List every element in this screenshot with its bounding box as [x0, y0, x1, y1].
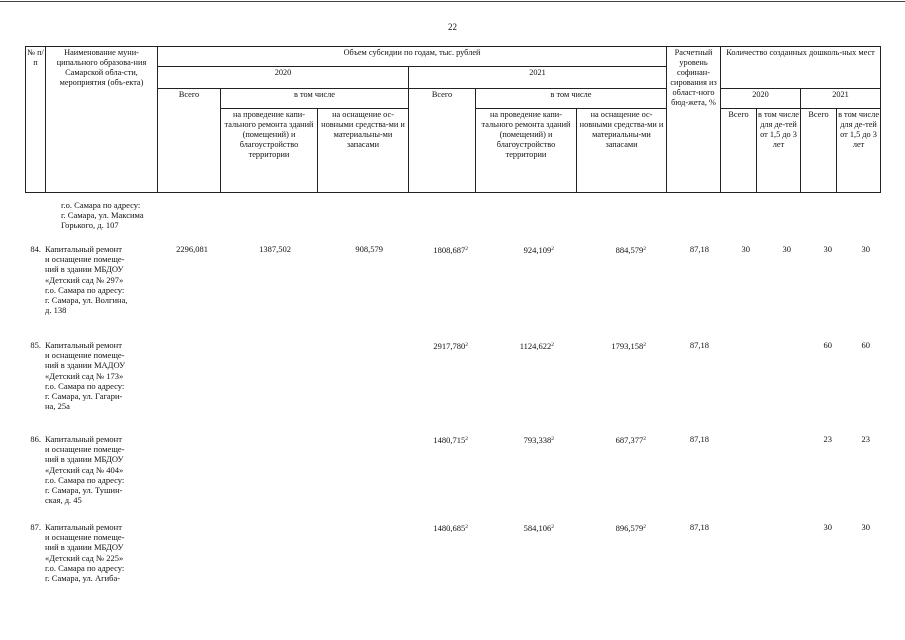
cell-total-2021: [433, 434, 468, 445]
cell-value: 30: [823, 522, 832, 532]
header-no: № п/п: [26, 47, 46, 193]
cell-value: 30: [823, 244, 832, 254]
header-places-total-2020: Всего: [721, 109, 757, 193]
cell-places-2021-young: [862, 522, 871, 532]
cell-value: 30: [861, 522, 870, 532]
cell-total-2021: [433, 244, 468, 255]
row-description: Капитальный ремонт и оснащение помеще- ний в здании МБДОУ «Детский сад № 404» г.о. Самара по адресу: г. Самара, ул. Тушин- ская, д. 45: [45, 434, 125, 506]
cell-value: 1124,622: [519, 341, 552, 351]
cell-places-2021-young: [862, 244, 871, 254]
header-places-young-2020: в том числе для де-тей от 1,5 до 3 лет: [757, 109, 801, 193]
cell-equip-2021: [616, 434, 646, 445]
cell-value: 60: [823, 340, 832, 350]
cell-equip-2020: [355, 244, 383, 254]
cell-value: 23: [861, 434, 870, 444]
cell-places-2021-young: [862, 340, 871, 350]
header-including-2021: в том числе: [476, 89, 667, 109]
row-description: Капитальный ремонт и оснащение помеще- ний в здании МАДОУ «Детский сад № 173» г.о. Самара по адресу: г. Самара, ул. Гагари- на, 25а: [45, 340, 126, 412]
header-repair-2021: на проведение капи-тального ремонта зданий (помещений) и благоустройство территории: [476, 109, 577, 193]
cell-value: 1793,158: [611, 341, 644, 351]
cell-places-2021-total: [824, 340, 833, 350]
header-places: Количество созданных дошколь-ных мест: [721, 47, 881, 89]
cell-equip-2021: [616, 244, 646, 255]
row-number: 84.: [30, 244, 41, 254]
header-municipality: Наименование муни-ципального образова-ния Самарской обла-сти, мероприятия (объ-екта): [46, 47, 158, 193]
cell-repair-2021: [524, 522, 554, 533]
cell-value: 584,106: [523, 523, 552, 533]
cell-value: 87,18: [689, 522, 709, 532]
row-number: 86.: [30, 434, 41, 444]
cell-cofin: [690, 522, 709, 532]
cell-places-2021-total: [824, 434, 833, 444]
footnote-marker: 2: [643, 436, 646, 442]
cell-value: 30: [741, 244, 750, 254]
cell-value: 1480,685: [433, 523, 466, 533]
cell-total-2020: [176, 244, 208, 254]
cell-value: 1387,502: [259, 244, 291, 254]
header-year-2021: 2021: [409, 67, 667, 89]
footnote-marker: 2: [551, 342, 554, 348]
cell-value: 30: [861, 244, 870, 254]
cell-equip-2021: [616, 522, 646, 533]
cell-repair-2021: [524, 434, 554, 445]
row-number: 85.: [30, 340, 41, 350]
cell-value: 87,18: [689, 434, 709, 444]
header-year-2020: 2020: [158, 67, 409, 89]
cell-value: 884,579: [615, 245, 644, 255]
cell-cofin: [690, 434, 709, 444]
footnote-marker: 2: [465, 436, 468, 442]
footnote-marker: 2: [551, 246, 554, 252]
header-total-2021: Всего: [409, 89, 476, 193]
cell-places-2021-total: [824, 244, 833, 254]
cell-total-2021: [433, 340, 468, 351]
cell-cofin: [690, 340, 709, 350]
cell-value: 896,579: [615, 523, 644, 533]
row-description: Капитальный ремонт и оснащение помеще- ний в здании МБДОУ «Детский сад № 225» г.о. Самара по адресу: г. Самара, ул. Агиба-: [45, 522, 125, 584]
header-total-2020: Всего: [158, 89, 221, 193]
cell-places-2021-young: [862, 434, 871, 444]
footnote-marker: 2: [465, 524, 468, 530]
cell-value: 60: [861, 340, 870, 350]
header-equipment-2021: на оснащение ос-новными средства-ми и материальны-ми запасами: [577, 109, 667, 193]
header-places-2020: 2020: [721, 89, 801, 109]
cell-value: 23: [823, 434, 832, 444]
cell-cofin: [690, 244, 709, 254]
cell-repair-2020: [259, 244, 291, 254]
header-places-total-2021: Всего: [801, 109, 837, 193]
continuation-text: г.о. Самара по адресу: г. Самара, ул. Максима Горького, д. 107: [61, 200, 144, 231]
cell-repair-2021: [520, 340, 554, 351]
page-number: 22: [448, 22, 457, 32]
footnote-marker: 2: [643, 246, 646, 252]
footnote-marker: 2: [465, 246, 468, 252]
cell-value: 1480,715: [433, 435, 466, 445]
cell-value: 87,18: [689, 244, 709, 254]
cell-places-2020-young: [783, 244, 792, 254]
header-repair-2020: на проведение капи-тального ремонта зданий (помещений) и благоустройство территории: [221, 109, 318, 193]
cell-value: 687,377: [615, 435, 644, 445]
cell-equip-2021: [611, 340, 646, 351]
header-equipment-2020: на оснащение ос-новными средства-ми и материальны-ми запасами: [318, 109, 409, 193]
cell-places-2021-total: [824, 522, 833, 532]
header-including-2020: в том числе: [221, 89, 409, 109]
header-table: [25, 46, 881, 193]
header-cofinancing: Расчетный уровень софинан-сирования из област-ного бюд-жета, %: [667, 47, 721, 193]
cell-value: 87,18: [689, 340, 709, 350]
cell-repair-2021: [524, 244, 554, 255]
header-subsidy-volume: Объем субсидии по годам, тыс. рублей: [158, 47, 667, 67]
cell-value: 2296,081: [176, 244, 208, 254]
cell-value: 30: [782, 244, 791, 254]
header-places-young-2021: в том числе для де-тей от 1,5 до 3 лет: [837, 109, 881, 193]
row-number: 87.: [30, 522, 41, 532]
row-description: Капитальный ремонт и оснащение помеще- ний в здании МБДОУ «Детский сад № 297» г.о. Самара по адресу: г. Самара, ул. Волгина, д. 138: [45, 244, 128, 316]
cell-value: 793,338: [523, 435, 552, 445]
cell-places-2020-total: [742, 244, 751, 254]
footnote-marker: 2: [643, 524, 646, 530]
footnote-marker: 2: [551, 436, 554, 442]
cell-total-2021: [433, 522, 468, 533]
header-places-2021: 2021: [801, 89, 881, 109]
cell-value: 2917,780: [433, 341, 466, 351]
footnote-marker: 2: [551, 524, 554, 530]
top-border-line: [0, 1, 905, 2]
footnote-marker: 2: [643, 342, 646, 348]
footnote-marker: 2: [465, 342, 468, 348]
cell-value: 924,109: [523, 245, 552, 255]
cell-value: 1808,687: [433, 245, 466, 255]
cell-value: 908,579: [355, 244, 383, 254]
